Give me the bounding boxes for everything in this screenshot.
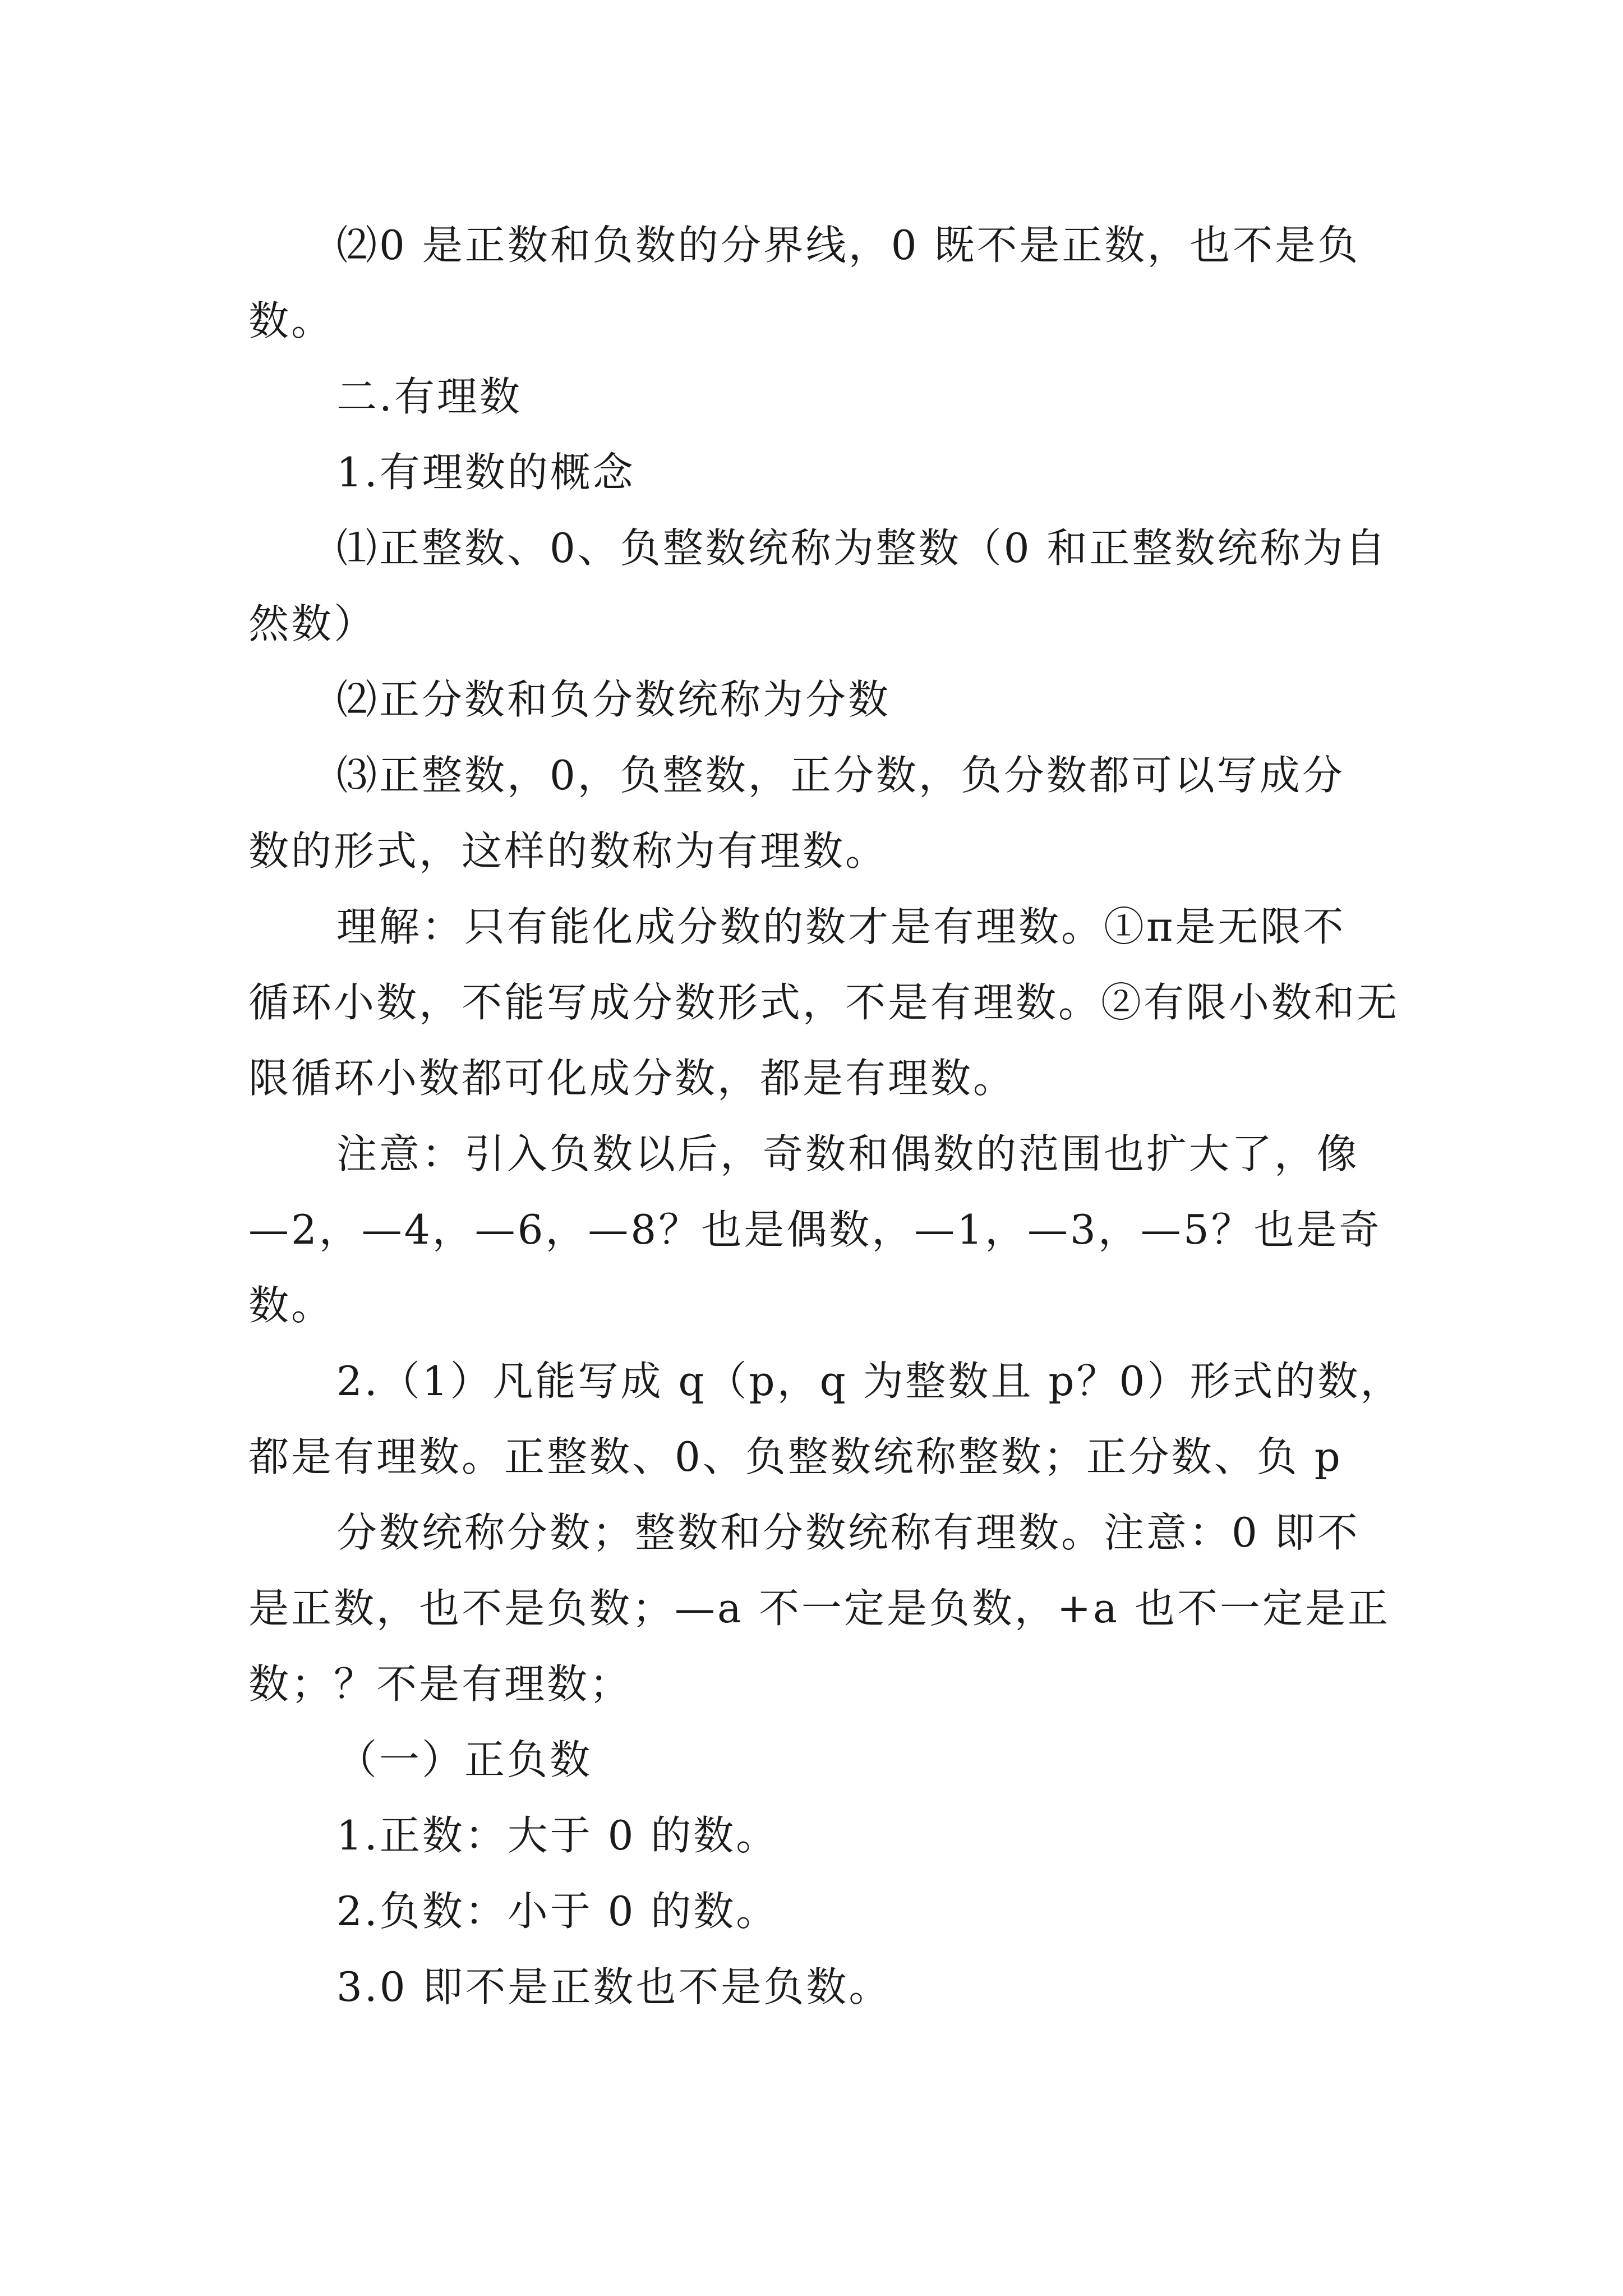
text-line: ⑵0 是正数和负数的分界线，0 既不是正数，也不是负 bbox=[336, 222, 1361, 269]
text-line: 3.0 即不是正数也不是负数。 bbox=[336, 1963, 892, 2010]
text-line: ⑵正分数和负分数统称为分数 bbox=[336, 676, 891, 723]
text-line: 分数统称分数；整数和分数统称有理数。注意：0 即不 bbox=[336, 1509, 1360, 1556]
text-line: 数。 bbox=[248, 297, 334, 344]
text-line: 理解：只有能化成分数的数才是有理数。①π是无限不 bbox=[336, 903, 1346, 950]
text-line: ⑶正整数，0，负整数，正分数，负分数都可以写成分 bbox=[336, 752, 1345, 799]
subsection-heading: 1.有理数的概念 bbox=[336, 449, 635, 496]
text-line: 都是有理数。正整数、0、负整数统称整数；正分数、负 p bbox=[248, 1433, 1343, 1480]
text-line: ⑴正整数、0、负整数统称为整数（0 和正整数统称为自 bbox=[336, 524, 1388, 572]
text-line: 数。 bbox=[248, 1282, 334, 1329]
text-line: 2.负数：小于 0 的数。 bbox=[336, 1888, 779, 1935]
text-line: 限循环小数都可化成分数，都是有理数。 bbox=[248, 1055, 1016, 1102]
text-line: 数；？不是有理数； bbox=[248, 1660, 633, 1708]
text-line: 数的形式，这样的数称为有理数。 bbox=[248, 827, 888, 875]
text-line: 然数） bbox=[248, 600, 377, 647]
text-line: 注意：引入负数以后，奇数和偶数的范围也扩大了，像 bbox=[336, 1130, 1360, 1177]
section-heading: 二.有理数 bbox=[336, 373, 522, 420]
text-line: 1.正数：大于 0 的数。 bbox=[336, 1812, 779, 1859]
text-line: 循环小数，不能写成分数形式，不是有理数。②有限小数和无 bbox=[248, 979, 1400, 1026]
text-line: 是正数，也不是负数；—a 不一定是负数，+a 也不一定是正 bbox=[248, 1585, 1390, 1632]
text-line: 2.（1）凡能写成 q（p，q 为整数且 p？0）形式的数， bbox=[336, 1358, 1403, 1405]
section-heading: （一）正负数 bbox=[336, 1736, 593, 1783]
text-line: —2，—4，—6，—8？也是偶数，—1，—3，—5？也是奇 bbox=[248, 1206, 1382, 1253]
